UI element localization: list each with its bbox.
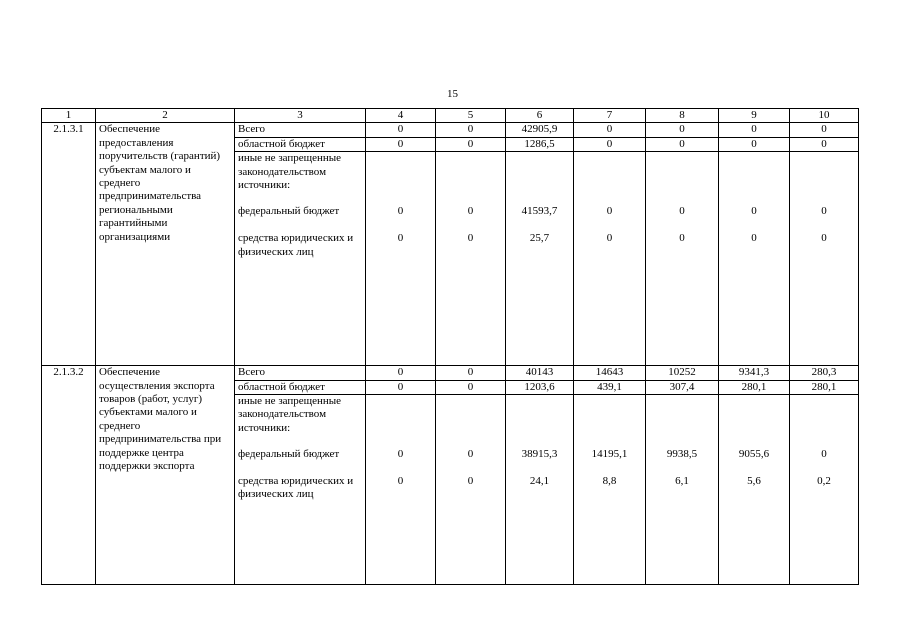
item-code: 2.1.3.1 <box>42 123 96 366</box>
federal-value: 0 <box>606 205 613 218</box>
federal-value: 0 <box>821 205 827 218</box>
value-cell: 0 <box>719 137 790 151</box>
federal-value: 9938,5 <box>666 448 698 461</box>
budget-table <box>41 108 859 585</box>
value-block <box>574 152 646 366</box>
value-block <box>646 395 719 585</box>
col-header: 3 <box>235 109 366 123</box>
legal-value: 0 <box>467 232 474 245</box>
col-header: 1 <box>42 109 96 123</box>
page-number: 15 <box>447 88 458 100</box>
item-title: Обеспечение осуществления экспорта товаров (работ, услуг) субъектами малого и среднего предпринимательства при поддержке центра поддержки экспорта <box>96 366 235 585</box>
federal-value: 0 <box>679 205 685 218</box>
value-block <box>574 395 646 585</box>
value-cell: 0 <box>366 380 436 394</box>
source-label: Всего <box>235 366 366 380</box>
legal-label: средства юридических и физических лиц <box>238 232 354 258</box>
value-cell: 14643 <box>574 366 646 380</box>
value-cell: 1203,6 <box>506 380 574 394</box>
value-cell: 0 <box>436 123 506 137</box>
value-cell: 0 <box>366 137 436 151</box>
col-header: 7 <box>574 109 646 123</box>
other-sources-label: иные не запрещенные законодательством источники: <box>238 395 342 434</box>
federal-value: 0 <box>467 205 474 218</box>
value-cell: 280,1 <box>790 380 859 394</box>
item-title: Обеспечение предоставления поручительств (гарантий) субъектам малого и среднего предпринимательства региональными гарантийными организациями <box>96 123 235 366</box>
col-header: 8 <box>646 109 719 123</box>
value-block <box>436 395 506 585</box>
value-block <box>646 152 719 366</box>
legal-value: 24,1 <box>529 475 550 488</box>
value-cell: 0 <box>574 137 646 151</box>
header-row <box>42 109 859 123</box>
value-cell: 0 <box>646 123 719 137</box>
value-cell: 0 <box>436 366 506 380</box>
value-cell: 0 <box>790 137 859 151</box>
value-cell: 42905,9 <box>506 123 574 137</box>
source-label: областной бюджет <box>235 380 366 394</box>
value-cell: 0 <box>436 137 506 151</box>
source-block <box>235 395 366 585</box>
value-cell: 0 <box>790 123 859 137</box>
legal-value: 5,6 <box>747 475 761 488</box>
value-block <box>790 395 859 585</box>
value-cell: 1286,5 <box>506 137 574 151</box>
legal-value: 0 <box>397 232 404 245</box>
value-cell: 280,1 <box>719 380 790 394</box>
legal-value: 25,7 <box>529 232 550 245</box>
source-block <box>235 152 366 366</box>
value-cell: 280,3 <box>790 366 859 380</box>
table-row <box>42 123 859 137</box>
value-cell: 307,4 <box>646 380 719 394</box>
value-cell: 0 <box>646 137 719 151</box>
value-block <box>506 395 574 585</box>
other-sources-label: иные не запрещенные законодательством источники: <box>238 152 342 192</box>
legal-value: 0,2 <box>817 475 831 488</box>
federal-value: 0 <box>751 205 757 218</box>
value-block <box>366 395 436 585</box>
col-header: 6 <box>506 109 574 123</box>
federal-value: 41593,7 <box>521 205 558 218</box>
value-cell: 0 <box>366 366 436 380</box>
item-code: 2.1.3.2 <box>42 366 96 585</box>
table-row <box>42 366 859 380</box>
value-cell: 40143 <box>506 366 574 380</box>
value-block <box>436 152 506 366</box>
source-label: Всего <box>235 123 366 137</box>
value-cell: 0 <box>366 123 436 137</box>
federal-value: 0 <box>821 448 827 461</box>
federal-value: 0 <box>397 448 404 461</box>
value-block <box>719 152 790 366</box>
value-cell: 0 <box>436 380 506 394</box>
legal-value: 0 <box>821 232 827 245</box>
value-block <box>719 395 790 585</box>
federal-value: 14195,1 <box>591 448 628 461</box>
value-block <box>366 152 436 366</box>
source-label: областной бюджет <box>235 137 366 151</box>
value-block <box>506 152 574 366</box>
value-cell: 10252 <box>646 366 719 380</box>
value-cell: 439,1 <box>574 380 646 394</box>
legal-value: 8,8 <box>602 475 617 488</box>
federal-value: 9055,6 <box>738 448 770 461</box>
federal-label: федеральный бюджет <box>238 448 340 461</box>
legal-value: 0 <box>467 475 474 488</box>
col-header: 2 <box>96 109 235 123</box>
legal-value: 6,1 <box>675 475 689 488</box>
col-header: 9 <box>719 109 790 123</box>
federal-label: федеральный бюджет <box>238 205 340 218</box>
legal-label: средства юридических и физических лиц <box>238 475 354 501</box>
federal-value: 38915,3 <box>521 448 558 461</box>
col-header: 10 <box>790 109 859 123</box>
federal-value: 0 <box>467 448 474 461</box>
legal-value: 0 <box>679 232 685 245</box>
value-cell: 0 <box>719 123 790 137</box>
legal-value: 0 <box>397 475 404 488</box>
legal-value: 0 <box>606 232 613 245</box>
legal-value: 0 <box>751 232 757 245</box>
value-block <box>790 152 859 366</box>
federal-value: 0 <box>397 205 404 218</box>
col-header: 5 <box>436 109 506 123</box>
value-cell: 0 <box>574 123 646 137</box>
col-header: 4 <box>366 109 436 123</box>
value-cell: 9341,3 <box>719 366 790 380</box>
